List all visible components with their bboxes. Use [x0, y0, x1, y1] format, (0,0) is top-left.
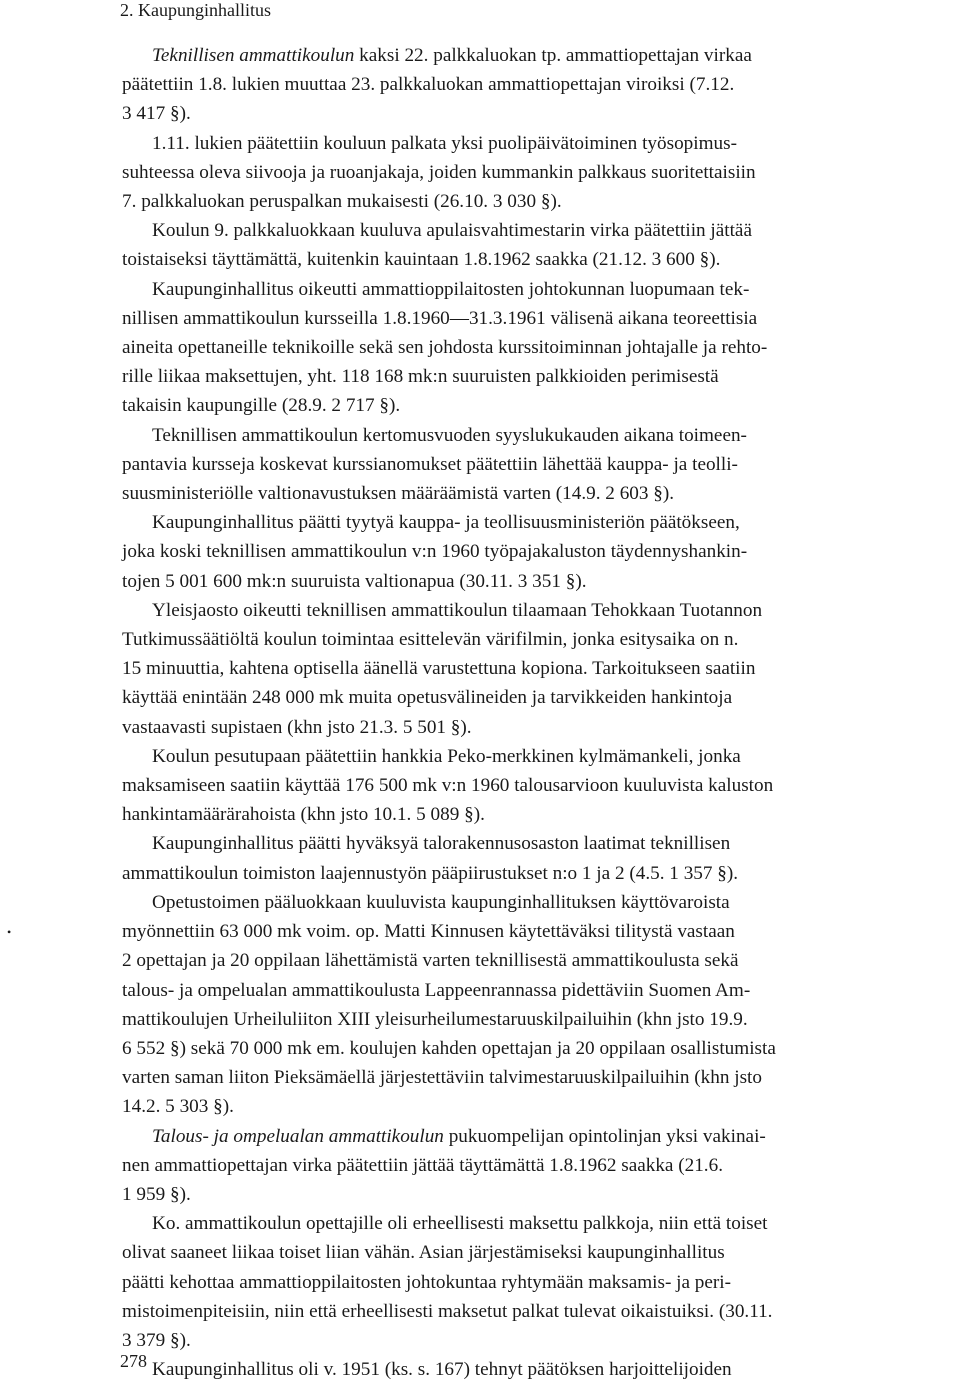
text-line: maksamiseen saatiin käyttää 176 500 mk v:n 1960 talousarvioon kuuluvista kaluston — [122, 775, 774, 797]
text-line: rille liikaa maksettujen, yht. 118 168 mk:n suuruisten palkkioiden perimisestä — [122, 366, 719, 388]
paragraph — [122, 1209, 952, 1355]
text-line: 2 opettajan ja 20 oppilaan lähettämistä varten teknillisestä ammattikoulusta sekä — [122, 950, 739, 972]
text-line: Kaupunginhallitus oikeutti ammattioppilaitosten johtokunnan luopumaan tek- — [152, 278, 750, 300]
paragraph — [122, 829, 952, 887]
text-line: varten saman liiton Pieksämäellä järjestettäviin talvimestaruuskilpailuihin (khn jsto — [122, 1067, 762, 1089]
text-line: Yleisjaosto oikeutti teknillisen ammattikoulun tilaamaan Tehokkaan Tuotannon — [152, 599, 763, 621]
page-header: 2. Kaupunginhallitus — [120, 0, 271, 20]
margin-bullet: • — [7, 925, 12, 939]
text-line: 15 minuuttia, kahtena optisella äänellä varustettuna kopiona. Tarkoitukseen saatiin — [122, 658, 756, 680]
text-line: Ko. ammattikoulun opettajille oli erheellisesti maksettu palkkoja, niin että toiset — [152, 1213, 768, 1235]
text-line: Kaupunginhallitus päätti tyytyä kauppa- ja teollisuusministeriön päätökseen, — [152, 512, 740, 534]
document-body — [122, 41, 952, 1384]
paragraph — [122, 742, 952, 830]
paragraph — [122, 596, 952, 742]
text-line: pantavia kursseja koskevat kurssianomukset päätettiin lähettää kauppa- ja teolli- — [122, 453, 738, 475]
text-line: nillisen ammattikoulun kursseilla 1.8.1960—31.3.1961 välisenä aikana teoreettisia — [122, 307, 758, 329]
paragraph — [122, 275, 952, 421]
text-line: Kaupunginhallitus päätti hyväksyä talorakennusosaston laatimat teknillisen — [152, 833, 731, 855]
paragraph — [122, 216, 952, 274]
paragraph — [122, 41, 952, 129]
paragraph — [122, 421, 952, 509]
text-line: 1.11. lukien päätettiin kouluun palkata yksi puolipäivätoiminen työsopimus- — [152, 132, 737, 154]
text-line: olivat saaneet liikaa toiset liian vähän. Asian järjestämiseksi kaupunginhallitus — [122, 1242, 725, 1264]
text-line: käyttää enintään 248 000 mk muita opetusvälineiden ja tarvikkeiden hankintoja — [122, 687, 733, 709]
text-line: talous- ja ompelualan ammattikoulusta Lappeenrannassa pidettäviin Suomen Am- — [122, 979, 751, 1001]
text-line: Talous- ja ompelualan ammattikoulun pukuompelijan opintolinjan yksi vakinai- — [152, 1125, 766, 1147]
paragraph — [122, 508, 952, 596]
paragraph — [122, 888, 952, 1122]
page-number: 278 — [120, 1351, 147, 1371]
text-line: Tutkimussäätiöltä koulun toimintaa esittelevän värifilmin, jonka esitysaika on n. — [122, 629, 739, 651]
paragraph — [122, 129, 952, 217]
text-line: 3 417 §). — [122, 103, 191, 125]
text-line: tojen 5 001 600 mk:n suuruista valtionapua (30.11. 3 351 §). — [122, 570, 587, 592]
paragraph — [122, 1355, 952, 1384]
text-line: ammattikoulun toimiston laajennustyön pääpiirustukset n:o 1 ja 2 (4.5. 1 357 §). — [122, 862, 739, 884]
text-line: Koulun 9. palkkaluokkaan kuuluva apulaisvahtimestarin virka päätettiin jättää — [152, 220, 752, 242]
text-line: toistaiseksi täyttämättä, kuitenkin kauintaan 1.8.1962 saakka (21.12. 3 600 §). — [122, 249, 721, 271]
text-line: myönnettiin 63 000 mk voim. op. Matti Kinnusen käytettäväksi tilitystä vastaan — [122, 921, 735, 943]
text-line: mistoimenpiteisiin, niin että erheellisesti maksetut palkat tulevat oikaistuiksi. (30.11. — [122, 1300, 773, 1322]
italic-heading: Talous- ja ompelualan ammattikoulun — [152, 1125, 444, 1147]
text-line: hankintamäärärahoista (khn jsto 10.1. 5 089 §). — [122, 804, 485, 826]
text-line: takaisin kaupungille (28.9. 2 717 §). — [122, 395, 401, 417]
text-line: nen ammattiopettajan virka päätettiin jättää täyttämättä 1.8.1962 saakka (21.6. — [122, 1154, 723, 1176]
text-line: päätti kehottaa ammattioppilaitosten johtokuntaa ryhtymään maksamis- ja peri- — [122, 1271, 732, 1293]
text-line: suusministeriölle valtionavustuksen määräämistä varten (14.9. 2 603 §). — [122, 483, 675, 505]
text-line: 3 379 §). — [122, 1329, 191, 1351]
paragraph — [122, 1122, 952, 1210]
text-line: joka koski teknillisen ammattikoulun v:n 1960 työpajakaluston täydennyshankin- — [122, 541, 748, 563]
text-line: 7. palkkaluokan peruspalkan mukaisesti (26.10. 3 030 §). — [122, 191, 562, 213]
text-line: Teknillisen ammattikoulun kaksi 22. palkkaluokan tp. ammattiopettajan virkaa — [152, 45, 752, 66]
text-line: Teknillisen ammattikoulun kertomusvuoden syyslukukauden aikana toimeen- — [152, 424, 747, 446]
text-line: Koulun pesutupaan päätettiin hankkia Peko-merkkinen kylmämankeli, jonka — [152, 745, 741, 767]
text-line: aineita opettaneille teknikoille sekä sen johdosta kurssitoiminnan johtajalle ja rehto- — [122, 337, 768, 359]
text-line: 14.2. 5 303 §). — [122, 1096, 234, 1118]
text-line: vastaavasti supistaen (khn jsto 21.3. 5 501 §). — [122, 716, 472, 738]
text-line: 1 959 §). — [122, 1183, 191, 1205]
text-line: 6 552 §) sekä 70 000 mk em. koulujen kahden opettajan ja 20 oppilaan osallistumista — [122, 1037, 776, 1059]
text-line: Opetustoimen pääluokkaan kuuluvista kaupunginhallituksen käyttövaroista — [152, 891, 730, 913]
italic-heading: Teknillisen ammattikoulun — [152, 45, 355, 66]
text-line: mattikoulujen Urheiluliiton XIII yleisurheilumestaruuskilpailuihin (khn jsto 19.9. — [122, 1008, 748, 1030]
text-line: Kaupunginhallitus oli v. 1951 (ks. s. 167) tehnyt päätöksen harjoittelijoiden — [152, 1359, 732, 1381]
text-line: päätettiin 1.8. lukien muuttaa 23. palkkaluokan ammattiopettajan viroiksi (7.12. — [122, 74, 735, 96]
text-line: suhteessa oleva siivooja ja ruoanjakaja, joiden kummankin palkkaus suoritettaisiin — [122, 161, 756, 183]
